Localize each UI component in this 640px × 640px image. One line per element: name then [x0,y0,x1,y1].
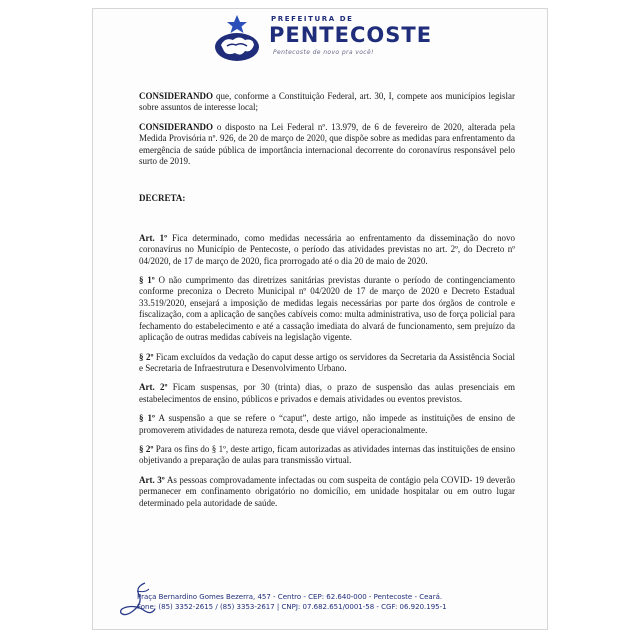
considerando-paragraph: CONSIDERANDO o disposto na Lei Federal nº. 13.979, de 6 de fevereiro de 2020, alterada pela Medida Provisória nº. 926, de 20 de março de 2020, que dispõe sobre as medidas para enfrentamento da emergência de saúde pública de importância internacional decorrente do coronavírus responsável pelo surto de 2019. [139,121,515,167]
municipal-emblem-icon [211,13,263,65]
page-footer [137,592,537,612]
prefeitura-logo [211,13,451,65]
document-page [92,8,548,630]
considerando-paragraph: CONSIDERANDO que, conforme a Constituição Federal, art. 30, I, compete aos municípios legislar sobre assuntos de interesse local; [139,91,515,113]
article-paragraph: § 2º Para os fins do § 1º, deste artigo, ficam autorizadas as atividades internas das instituições de ensino objetivando a preparação de aulas para transmissão virtual. [139,443,515,466]
footer-contacts: Fone: (85) 3352-2615 / (85) 3353-2617 | CNPJ: 07.682.651/0001-58 - CGF: 06.920.195-1 [137,603,447,611]
article-paragraph: Art. 2º Ficam suspensas, por 30 (trinta) dias, o prazo de suspensão das aulas presenciais em estabelecimentos de ensino, públicos e privados e demais atividades ou eventos previstos. [139,382,516,404]
article-paragraph: Art. 3º As pessoas comprovadamente infectadas ou com suspeita de contágio pela COVID- 19 deverão permanecer em confinamento obrigatório no domicílio, em unidade hospitalar ou em outro lugar determinado pela autoridade de saúde. [139,474,515,508]
article-paragraph: § 1º O não cumprimento das diretrizes sanitárias previstas durante o período de contingenciamento conforme preconiza o Decreto Municipal nº 04/2020 de 17 de março de 2020 e Decreto Estadual 33.519/2020, ensejará a imposição de medidas legais necessárias por parte dos órgãos de controle e fiscalização, com a aplicação de sanções cabíveis como: multa administrativa, uso de força policial para fechamento do estabelecimento e até a cassação imediata do alvará de funcionamento, sem prejuízo da aplicação de outras medidas cabíveis na legislação vigente. [139,275,515,343]
footer-address: Praça Bernardino Gomes Bezerra, 457 - Centro - CEP: 62.640-000 - Pentecoste - Ceará. [137,593,443,601]
logo-city-name: PENTECOSTE [269,23,433,47]
logo-prefix: PREFEITURA DE [271,15,354,23]
article-paragraph: Art. 1º Fica determinado, como medidas necessária ao enfrentamento da disseminação do novo coronavírus no Município de Pentecoste, o período das atividades previstas no art. 2º, do Decreto nº 04/2020, de 17 de março de 2020, fica prorrogado até o dia 20 de maio de 2020. [139,232,516,266]
decree-heading: DECRETA: [139,193,186,204]
article-paragraph: § 1º A suspensão a que se refere o “caput”, deste artigo, não impede as instituições de ensino de promoverem atividades de natureza remota, desde que viável operacionalmente. [139,413,515,435]
logo-tagline: Pentecoste de novo pra você! [273,49,374,56]
article-paragraph: § 2º Ficam excluídos da vedação do caput desse artigo os servidores da Secretaria da Assistência Social e Secretaria de Infraestrutura e Desenvolvimento Urbano. [139,351,515,373]
decree-body [139,91,515,517]
